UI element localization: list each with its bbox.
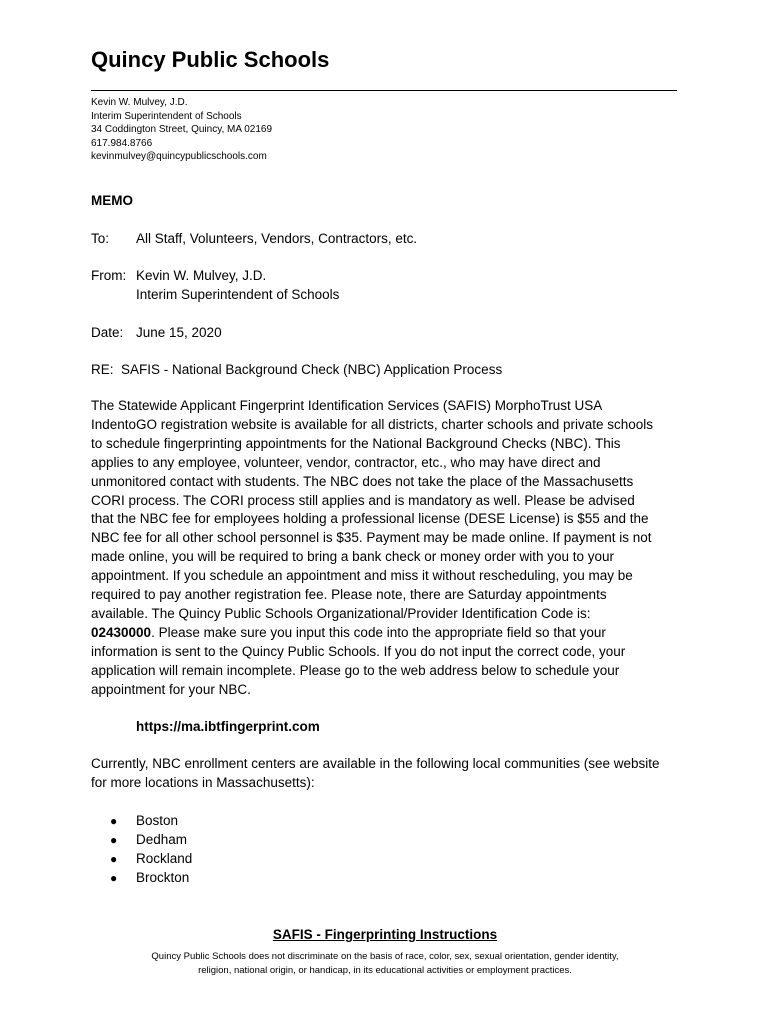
- body-line: available. The Quincy Public Schools Organizational/Provider Identification Code is:: [91, 605, 591, 621]
- body-line: required to pay another registration fee. Please note, there are Saturday appointments: [91, 587, 607, 603]
- body-line: appointment for your NBC.: [91, 681, 251, 697]
- nondiscrimination-footer: [0, 950, 770, 977]
- locations-intro: [91, 755, 660, 793]
- bullet-icon: ●: [110, 870, 118, 885]
- footer-line: religion, national origin, or handicap, in its educational activities or employment practices.: [198, 964, 572, 976]
- letterhead: [91, 96, 272, 164]
- body-line: CORI process. The CORI process still applies and is mandatory as well. Please be advised: [91, 492, 635, 508]
- to-label: To:: [91, 231, 110, 246]
- body-line: NBC fee for all other school personnel is $35. Payment may be made online. If payment is not: [91, 530, 652, 546]
- instructions-heading: SAFIS - Fingerprinting Instructions: [272, 927, 498, 942]
- body-line: The Statewide Applicant Fingerprint Identification Services (SAFIS) MorphoTrust USA: [91, 398, 603, 413]
- provider-code: 02430000: [91, 624, 152, 640]
- bullet-icon: ●: [110, 814, 118, 828]
- to-value: All Staff, Volunteers, Vendors, Contractors, etc.: [136, 231, 418, 246]
- re-label: RE:: [91, 362, 114, 377]
- list-item: [91, 812, 192, 831]
- body-line: information is sent to the Quincy Public Schools. If you do not input the correct code, your: [91, 643, 626, 659]
- location-name: Dedham: [136, 831, 188, 847]
- location-name: Rockland: [136, 850, 193, 866]
- registration-url[interactable]: https://ma.ibtfingerprint.com: [136, 719, 320, 734]
- header-divider: [91, 90, 677, 91]
- body-line: applies to any employee, volunteer, vendor, contractor, etc., who may have direct and: [91, 454, 601, 470]
- code-line-rest: . Please make sure you input this code into the appropriate field so that your: [151, 624, 606, 640]
- date-value: June 15, 2020: [136, 325, 222, 340]
- body-line: application will remain incomplete. Please go to the web address below to schedule your: [91, 662, 620, 678]
- location-name: Brockton: [136, 869, 190, 885]
- list-item: [91, 850, 192, 869]
- list-item: [91, 869, 192, 888]
- memo-body: [91, 397, 691, 700]
- from-title: Interim Superintendent of Schools: [136, 287, 340, 302]
- organization-title: Quincy Public Schools: [91, 47, 330, 72]
- body-line-code: [91, 624, 691, 643]
- body-line: made online, you will be required to bring a bank check or money order with you to your: [91, 549, 615, 565]
- date-field: [91, 323, 222, 342]
- bullet-icon: ●: [110, 832, 118, 847]
- letterhead-name: Kevin W. Mulvey, J.D.: [91, 97, 188, 108]
- to-field: [91, 229, 417, 248]
- re-field: [91, 360, 502, 379]
- location-name: Boston: [136, 813, 179, 828]
- bullet-icon: ●: [110, 851, 118, 866]
- letterhead-email: kevinmulvey@quincypublicschools.com: [91, 151, 267, 162]
- letterhead-address: 34 Coddington Street, Quincy, MA 02169: [91, 124, 273, 135]
- body-line: that the NBC fee for employees holding a professional license (DESE License) is $55 and the: [91, 511, 649, 527]
- list-item: [91, 831, 192, 850]
- from-field: [91, 266, 339, 304]
- locations-list: [91, 812, 192, 888]
- memo-heading: MEMO: [91, 193, 133, 208]
- footer-line: Quincy Public Schools does not discriminate on the basis of race, color, sex, sexual orientation, gender identity,: [151, 951, 619, 962]
- body-line: to schedule fingerprinting appointments for the National Background Checks (NBC). This: [91, 435, 621, 451]
- from-label: From:: [91, 268, 127, 283]
- letterhead-phone: 617.984.8766: [91, 137, 153, 149]
- body-line: appointment. If you schedule an appointment and miss it without rescheduling, you may be: [91, 568, 633, 584]
- re-value: SAFIS - National Background Check (NBC) Application Process: [121, 362, 503, 377]
- intro-line: for more locations in Massachusetts):: [91, 774, 315, 790]
- from-name: Kevin W. Mulvey, J.D.: [136, 268, 267, 283]
- body-line: unmonitored contact with students. The NBC does not take the place of the Massachusetts: [91, 473, 634, 489]
- intro-line: Currently, NBC enrollment centers are available in the following local communities (see website: [91, 756, 660, 771]
- letterhead-title: Interim Superintendent of Schools: [91, 110, 242, 122]
- body-line: IndentoGO registration website is available for all districts, charter schools and private schools: [91, 416, 654, 432]
- date-label: Date:: [91, 325, 124, 340]
